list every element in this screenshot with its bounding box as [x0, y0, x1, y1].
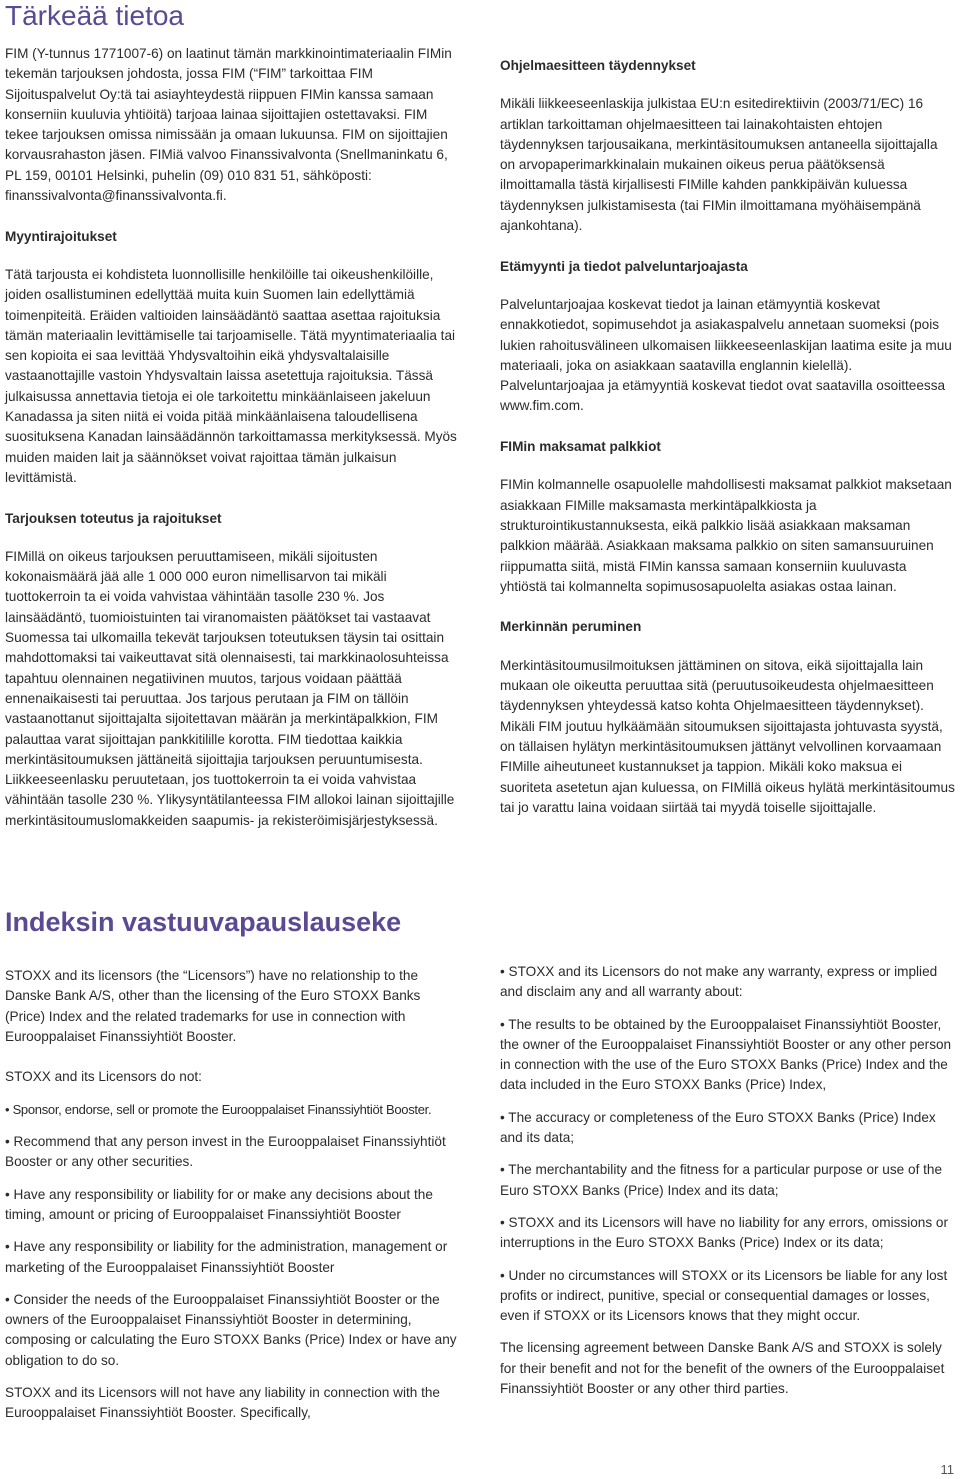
tarjouksen-toteutus-paragraph: FIMillä on oikeus tarjouksen peruuttamiseen, mikäli sijoitusten kokonaismäärä jää alle 1 000 000 euron nimellisarvon tai mikäli tuottokerroin ta ei voida vahvistaa vähintään tasolle 230 %. Jos lainsäädäntö, tuomioistuinten tai viranomaisten päätökset tai vastaavat Suomessa tai ulkomailla tekevät tarjouksen toteutuksen täysin tai osittain mahdottomaksi tai vaikeuttavat sitä olennaisesti, tai markkinaolosuhteissa tapahtuu olennainen negatiivinen muutos, tarjous voidaan päättää ennenaikaisesti tai peruuttaa. Jos tarjous perutaan ja FIM on tällöin vastaanottanut sijoittajalta sijoitettavan määrän ja merkintäpalkkion, FIM palauttaa varat sijoittajan pankkitilille korotta. FIM tiedottaa kaikkia merkintäsitoumuksen jättäneitä sijoittajia tarjouksen peruuntumisesta. Liikkeeseenlasku peruutetaan, jos tuottokerroin ta ei voida vahvistaa vähintään tasolle 230 %. Ylikysyntätilanteessa FIM allokoi lainan sijoittajille merkintäsitoumuslomakkeiden saapumis- ja rekisteröimisjärjestyksessä. [5, 548, 455, 828]
disclaimer-paragraph: STOXX and its Licensors do not: [5, 1069, 202, 1085]
disclaimer-bullet: • Sponsor, endorse, sell or promote the Eurooppalaiset Finanssiyhtiöt Booster. [5, 1101, 432, 1117]
disclaimer-bullet: • STOXX and its Licensors will have no liability for any errors, omissions or interruptions in the Euro STOXX Banks (Price) Index or its data; [500, 1214, 948, 1251]
disclaimer-paragraph: STOXX and its licensors (the “Licensors”) have no relationship to the Danske Bank A/S, other than the licensing of the Euro STOXX Banks (Price) Index and the related trademarks for use in connection with Eurooppalaiset Finanssiyhtiöt Booster. [5, 968, 421, 1044]
disclaimer-bullet: • Consider the needs of the Eurooppalaiset Finanssiyhtiöt Booster or the owners of the Eurooppalaiset Finanssiyhtiöt Booster in determining, composing or calculating the Euro STOXX Banks (Price) Index or have any obligation to do so. [5, 1291, 457, 1368]
disclaimer-bullet: • Recommend that any person invest in the Eurooppalaiset Finanssiyhtiöt Booster or any other securities. [5, 1134, 446, 1170]
heading-tarjouksen-toteutus: Tarjouksen toteutus ja rajoitukset [5, 510, 222, 526]
disclaimer-bullet: • Under no circumstances will STOXX or its Licensors be liable for any lost profits or indirect, punitive, special or consequential damages or losses, even if STOXX or its Licensors knows that they might occur. [500, 1267, 948, 1324]
disclaimer-bullet: • The merchantability and the fitness for a particular purpose or use of the Euro STOXX Banks (Price) Index and its data; [500, 1162, 943, 1198]
heading-merkinnan-peruminen: Merkinnän peruminen [500, 619, 642, 635]
heading-etamyynti: Etämyynti ja tiedot palveluntarjoajasta [500, 258, 748, 274]
palkkiot-paragraph: FIMin kolmannelle osapuolelle mahdollisesti maksamat palkkiot maksetaan asiakkaan FIMille maksamasta merkintäpalkkiosta ja strukturointikustannuksesta, eikä palkkio lisää asiakkaan maksaman palkkion määrää. Asiakkaan maksama palkkio on siten samansuuruinen riippumatta siitä, mistä FIMin kanssa samaan konserniin kuuluvasta yhtiöstä tai kolmannelta sopimusosapuolelta asiakas ostaa lainan. [500, 477, 952, 594]
heading-ohjelmaesitteen-taydennykset: Ohjelmaesitteen täydennykset [500, 58, 696, 73]
disclaimer-bullet: • STOXX and its Licensors do not make any warranty, express or implied and disclaim any and all warranty about: [500, 964, 938, 1000]
page-title: Tärkeää tietoa [5, 0, 184, 31]
right-top-column [500, 56, 955, 838]
myyntirajoitukset-paragraph: Tätä tarjousta ei kohdisteta luonnollisille henkilöille tai oikeushenkilöille, joiden osallistuminen edellyttää muita kuin Suomen lain edellyttämiä toimenpiteitä. Eräiden valtioiden lainsäädäntö saattaa asettaa rajoituksia tämän materiaalin levittämiselle tai tarjoamiselle. Tätä myyntimateriaalia tai sen kopioita ei saa levittää Yhdysvaltoihin eikä yhdysvaltalaisille vastaanottajille vastoin Yhdysvaltain laissa asetettuja rajoituksia. Tässä julkaisussa annettavia tietoja ei ole tarkoitettu minkäänlaiseen jakeluun Kanadassa ja siten niitä ei voida pitää minkäänlaisena taloudellisena suosituksena Kanadan lainsäädännön tarkoittamassa merkityksessä. Myös muiden maiden lait ja säännökset voivat rajoittaa tämän julkaisun levittämistä. [5, 266, 457, 485]
heading-fimin-palkkiot: FIMin maksamat palkkiot [500, 439, 661, 455]
intro-paragraph: FIM (Y-tunnus 1771007-6) on laatinut tämän markkinointimateriaalin FIMin tekemän tarjouksen johdosta, jossa FIM (“FIM” tarkoittaa FIM Sijoituspalvelut Oy:tä tai asiayhteydestä riippuen FIMin kanssa samaan konserniin kuuluvia yhtiöitä) tarjoaa lainaa sijoittajien ostettavaksi. FIM tekee tarjouksen omissa nimissään ja omaan lukuunsa. FIM on sijoittajien korvausrahaston jäsen. FIMiä valvoo Finanssivalvonta (Snellmaninkatu 6, PL 159, 00101 Helsinki, puhelin (09) 010 831 51, sähköposti: finanssivalvonta@finanssivalvonta.fi. [5, 46, 452, 204]
section-title-disclaimer: Indeksin vastuuvapauslauseke [5, 907, 402, 937]
etamyynti-paragraph: Palveluntarjoajaa koskevat tiedot ja lainan etämyyntiä koskevat ennakkotiedot, sopimusehdot ja asiakaspalvelu annetaan suomeksi (pois lukien rahoitusvälineen ulkomaisen liikkeeseenlaskijan laatima esite ja muu materiaali, joka on asiakkaan saatavilla englannin kielellä). Palveluntarjoajaa ja etämyyntiä koskevat tiedot ovat saatavilla osoitteessa www.fim.com. [500, 296, 952, 414]
right-bottom-column [500, 962, 958, 1420]
page-number: 11 [940, 1462, 954, 1477]
disclaimer-bullet: • Have any responsibility or liability for the administration, management or marketing of the Eurooppalaiset Finanssiyhtiöt Booster [5, 1239, 448, 1275]
disclaimer-paragraph: STOXX and its Licensors will not have any liability in connection with the Eurooppalaiset Finanssiyhtiöt Booster. Specifically, [5, 1385, 440, 1421]
disclaimer-paragraph: The licensing agreement between Danske Bank A/S and STOXX is solely for their benefit and not for the benefit of the owners of the Eurooppalaiset Finanssiyhtiöt Booster or any other third parties. [500, 1340, 945, 1397]
peruminen-paragraph: Merkintäsitoumusilmoituksen jättäminen on sitova, eikä sijoittajalla lain mukaan ole oikeutta peruuttaa sitä (peruutusoikeudesta ohjelmaesitteen täydennyksen yhteydessä katso kohta Ohjelmaesitteen täydennykset). Mikäli FIM joutuu hylkäämään sitoumuksen sijoittajasta johtuvasta syystä, on tällaisen hylätyn merkintäsitoumuksen jättänyt velvollinen korvaamaan FIMille aiheutuneet kustannukset ja tappion. Mikäli koko maksua ei suoriteta asetetun ajan kuluessa, on FIMillä oikeus hylätä merkintäsitoumus tai jo varattu laina voidaan siirtää tai myydä toiselle sijoittajalle. [500, 657, 955, 815]
taydennykset-paragraph: Mikäli liikkeeseenlaskija julkistaa EU:n esitedirektiivin (2003/71/EC) 16 artiklan tarkoittaman ohjelmaesitteen tai lainakohtaisten ehtojen täydennyksen tarjousaikana, merkintäsitoumuksen antaneella sijoittajalla on arvopaperimarkkinalain mukainen oikeus perua päätöksensä ilmoittamalla tästä kirjallisesti FIMille kahden pankkipäivän kuluessa täydennyksen julkistamisesta (tai FIMin ilmoittamana myöhäisempänä ajankohtana). [500, 96, 938, 234]
heading-myyntirajoitukset: Myyntirajoitukset [5, 228, 117, 244]
disclaimer-bullet: • The results to be obtained by the Eurooppalaiset Finanssiyhtiöt Booster, the owner of the Eurooppalaiset Finanssiyhtiöt Booster or any other person in connection with the use of the Euro STOXX Banks (Price) Index and the data included in the Euro STOXX Banks (Price) Index, [500, 1016, 952, 1093]
disclaimer-bullet: • Have any responsibility or liability for or make any decisions about the timing, amount or pricing of Eurooppalaiset Finanssiyhtiöt Booster [5, 1186, 433, 1222]
disclaimer-bullet: • The accuracy or completeness of the Euro STOXX Banks (Price) Index and its data; [500, 1109, 936, 1146]
left-bottom-column [5, 966, 463, 1444]
left-top-column [5, 44, 460, 851]
